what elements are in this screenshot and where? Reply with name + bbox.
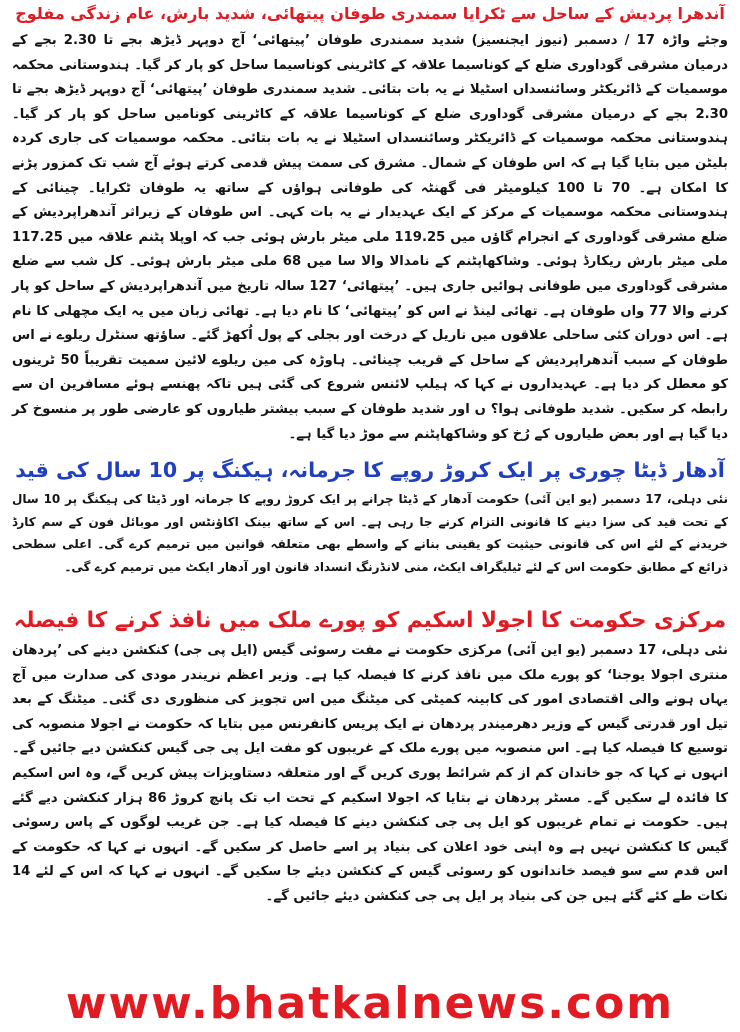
website-footer: www.bhatkalnews.com <box>65 978 675 1029</box>
article-ujjwala <box>12 608 728 910</box>
article-headline: آندھرا پردیش کے ساحل سے ٹکرایا سمندری طوفان پیتھائی، شدید بارش، عام زندگی مفلوج <box>15 4 725 23</box>
article-headline: مرکزی حکومت کا اجولا اسکیم کو پورے ملک میں نافذ کرنے کا فیصلہ <box>13 608 727 633</box>
article-cyclone <box>12 4 728 447</box>
article-aadhaar <box>12 458 728 578</box>
article-body: نئی دہلی، 17 دسمبر (یو این آئی) مرکزی حکومت نے مفت رسوئی گیس (ایل پی جی) کنکشن دینے کی ’پردھان منتری اجولا یوجنا‘ کو پورے ملک میں نافذ کرنے کا فیصلہ کیا ہے۔ وزیر اعظم نریندر مودی کی صدارت میں آج یہاں ہونے والی اقتصادی امور کی کابینہ کمیٹی کی میٹنگ میں اس تجویز کی منظوری دی گئی۔ میٹنگ کے بعد تیل اور قدرتی گیس کے وزیر دھرمیندر پردھان نے ایک پریس کانفرنس میں بتایا کہ حکومت نے اجولا منصوبہ کی توسیع کا فیصلہ کیا ہے۔ اس منصوبہ میں پورے ملک کے غریبوں کو مفت ایل پی جی گیس کنکشن دیے جائیں گے۔ انہوں نے کہا کہ جو خاندان کم از کم شرائط پوری کریں گے اور متعلقہ دستاویزات پیش کریں گے، وہ اس اسکیم کا فائدہ لے سکیں گے۔ مسٹر پردھان نے بتایا کہ اجولا اسکیم کے تحت اب تک پانچ کروڑ 86 ہزار کنکشن دیے گئے ہیں۔ حکومت نے تمام غریبوں کو ایل پی جی کنکشن دینے کا فیصلہ کیا ہے۔ جن غریب لوگوں کے پاس رسوئی گیس کا کنکشن نہیں ہے وہ اپنی خود اعلان کی بنیاد پر اسے حاصل کر سکیں گے۔ انہوں نے کہا کہ حکومت کے اس قدم سے سو فیصد خاندانوں کو رسوئی گیس کے کنکشن دیئے جا سکیں گے۔ انہوں نے کہا کہ اس کے لئے 14 نکات طے کئے گئے ہیں جن کی بنیاد پر ایل پی جی کنکشن دیئے جائیں گے۔ <box>12 643 728 904</box>
article-body: وجئے واڑہ 17 / دسمبر (نیوز ایجنسیز) شدید سمندری طوفان ’پیتھائی‘ آج دوپہر ڈیڑھ بجے تا 2.30 بجے کے درمیان مشرقی گوداوری ضلع کے کوناسیما علاقہ کے کاٹرینی کوناسیما ساحل کو پار کر گیا۔ ہندوستانی محکمہ موسمیات کے ڈائریکٹر وسائنسداں اسٹیلا نے یہ بات بتائی۔ شدید سمندری طوفان ’پیتھائی‘ آج دوپہر ڈیڑھ بجے تا 2.30 بجے کے درمیان مشرقی گوداوری ضلع کے کوناسیما علاقہ کے کاٹرینی کونامیں ساحل کو پار کر گیا۔ ہندوستانی محکمہ موسمیات کے ڈائریکٹر وسائنسداں اسٹیلا نے یہ بات بتائی۔ محکمہ موسمیات کی جاری کردہ بلیٹن میں بتایا گیا ہے کہ اس طوفان کے شمال۔ مشرق کی سمت پیش قدمی کرتے ہوئے آج شب تک کمزور پڑنے کا امکان ہے۔ 70 تا 100 کیلومیٹر فی گھنٹہ کی طوفانی ہواؤں کے ساتھ یہ طوفان ٹکرایا۔ چینائی کے ہندوستانی محکمہ موسمیات کے مرکز کے ایک عہدیدار نے یہ بات کہی۔ اس طوفان کے زیراثر آندھراپردیش کے ضلع مشرقی گوداوری کے انجرام گاؤں میں 119.25 ملی میٹر بارش ہوئی جب کہ اوپلا پٹنم علاقہ میں 117.25 ملی میٹر بارش ریکارڈ ہوئی۔ وشاکھاپٹنم کے نامدالا والا سا میں 68 ملی میٹر بارش ہوئی۔ کل شب سے ضلع مشرقی گوداوری میں طوفانی ہوائیں جاری ہیں۔ ’پیتھائی‘ 127 سالہ تاریخ میں آندھراپردیش کے ساحل کو پار کرنے والا 77 واں طوفان ہے۔ تھائی لینڈ نے اس کو ’پیتھائی‘ کا نام دیا ہے۔ تھائی زبان میں یہ ایک مچھلی کا نام ہے۔ اس دوران کئی ساحلی علاقوں میں ناریل کے درخت اور بجلی کے پول اُکھڑ گئے۔ ساؤتھ سنٹرل ریلوے نے اس طوفان کے سبب آندھراپردیش کے ساحل کے قریب چینائی۔ ہاوڑہ کی مین ریلوے لائین سمیت تقریباً 50 ٹرینوں کو معطل کر دیا ہے۔ عہدیداروں نے کہا کہ ہیلپ لائنس شروع کی گئی ہیں تاکہ پھنسے ہوئے مسافرین ان سے رابطہ کر سکیں۔ شدید طوفانی ہوا؟ ں اور شدید طوفان کے سبب بیشتر طیاروں کو عارضی طور پر منسوخ کر دیا گیا ہے اور بعض طیاروں کے رُخ کو وشاکھاپٹنم سے موڑ دیا گیا ہے۔ <box>12 33 729 442</box>
article-headline: آدھار ڈیٹا چوری پر ایک کروڑ روپے کا جرمانہ، ہیکنگ پر 10 سال کی قید <box>15 458 725 482</box>
article-body: نئی دہلی، 17 دسمبر (یو این آئی) حکومت آدھار کے ڈیٹا چرانے پر ایک کروڑ روپے کا جرمانہ اور ڈیٹا کی ہیکنگ پر 10 سال کے تحت قید کی سزا دینے کا قانونی التزام کرنے جا رہی ہے۔ اس کے ساتھ بینک اکاؤنٹس اور موبائل فون کے سم کارڈ خریدنے کے لئے اس کی قانونی حیثیت کو یقینی بنانے کے واسطے بھی متعلقہ قوانین میں ترمیم کرے گی۔ اعلی سطحی ذرائع کے مطابق حکومت اس کے لئے ٹیلیگراف ایکٹ، منی لانڈرنگ انسداد قانون اور آدھار ایکٹ میں ترمیم کرے گی۔ <box>12 492 729 574</box>
